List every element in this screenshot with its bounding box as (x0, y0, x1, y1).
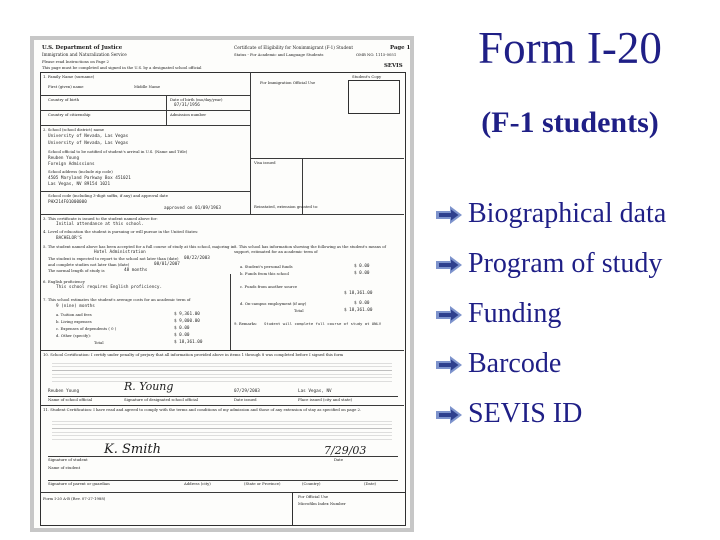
form-complete-date: 08/01/2007 (154, 262, 180, 267)
form-footer-ref-2: Microfilm Index Number (298, 501, 346, 506)
form-fund-total-value: $ 18,361.00 (344, 308, 373, 313)
form-fund-a: a. Student's personal funds (240, 264, 293, 269)
form-fund-c: c. Funds from another source (240, 284, 298, 289)
form-months: 48 months (124, 268, 148, 273)
form-field-1: 1. Family Name (surname) (43, 74, 95, 79)
form-admission: Admission number (170, 112, 207, 117)
form-rule (40, 125, 250, 126)
form-rule (40, 110, 250, 111)
form-middle-name: Middle Name (134, 84, 161, 89)
form-fund-d: d. On-campus employment (if any) (240, 301, 307, 306)
form-item-10-date-label: Date issued (234, 397, 257, 402)
form-item-5: 5. The student named above has been accepted for a full course of study at this school, majoring in (43, 244, 235, 249)
form-country-birth: Country of birth (48, 97, 80, 102)
slide-subtitle: (F-1 students) (481, 106, 659, 139)
form-parent-label: Signature of parent or guardian (48, 481, 110, 486)
form-item-7-months: 9 (nine) months (56, 304, 95, 309)
form-fund-d-value: $ 0.00 (354, 301, 370, 306)
form-school-code: PHX214F01000000 (48, 200, 87, 205)
bullet-text: SEVIS ID (468, 398, 583, 429)
form-item-5-length: The normal length of study is (48, 268, 105, 273)
form-dso-label: School official to be notified of student's arrival in U.S. (Name and Title) (48, 149, 188, 154)
form-cost-d-value: $ 0.00 (174, 333, 190, 338)
bullet-text: Biographical data (468, 198, 667, 229)
form-item-6: 6. English proficiency (43, 279, 85, 284)
form-sevis-label: SEVIS (384, 63, 403, 69)
bullet-item (436, 396, 720, 436)
form-rule (250, 158, 404, 159)
form-footer: Form I-20 A-B (Rev. 07-27-1988) (43, 496, 106, 501)
form-address-label: School address (include zip code) (48, 169, 113, 174)
form-item-11: 11. Student Certification: I have read and agreed to comply with the terms and conditions of my admission and those of any extension of stay as specified on page 2. (43, 407, 362, 412)
form-item-4: 4. Level of education the student is pursuing or will pursue in the United States: (43, 229, 199, 234)
form-item-9-value: Student will complete full course of study at UNLV (264, 321, 382, 326)
form-cost-c-value: $ 0.00 (174, 326, 190, 331)
form-immigration-use: For Immigration Official Use (260, 80, 316, 85)
form-cost-a: a. Tuition and fees (56, 312, 92, 317)
form-item-10-name: Reuben Young (48, 389, 80, 394)
form-omb: OMB NO. 1115-0051 (356, 52, 397, 57)
bullet-item (436, 246, 720, 286)
form-dept: U.S. Department of Justice (42, 45, 123, 51)
arrow-bullet-icon (436, 406, 462, 424)
form-cost-total-value: $ 18,361.00 (174, 340, 203, 345)
form-item-6-value: This school requires English proficiency. (56, 285, 163, 290)
form-first-name: First (given) name (48, 84, 84, 89)
form-footer-ref: For Official Use (298, 494, 329, 499)
form-report-date: 08/22/2003 (184, 256, 210, 261)
arrow-bullet-icon (436, 356, 462, 374)
form-fund-b-value: $ 0.00 (354, 271, 370, 276)
form-cost-d: d. Other (specify): (56, 333, 91, 338)
form-dso-title: Foreign Admissions (48, 162, 95, 167)
form-agency: Immigration and Naturalization Service (42, 52, 127, 57)
bullet-text: Program of study (468, 248, 663, 279)
form-cost-a-value: $ 9,361.00 (174, 312, 200, 317)
form-item-5-major: Hotel Administration (94, 250, 146, 255)
bullet-item (436, 346, 720, 386)
form-cost-b-value: $ 9,000.00 (174, 319, 200, 324)
form-fine-print (52, 360, 392, 382)
form-item-10-date: 07/29/2003 (234, 389, 260, 394)
form-item-11-date-label: Date (334, 457, 344, 462)
form-item-11-name-label: Name of student (48, 465, 81, 470)
bullet-text: Barcode (468, 348, 562, 379)
form-dob: 07/31/1956 (174, 103, 200, 108)
arrow-bullet-icon (436, 306, 462, 324)
form-item-4-value: BACHELOR'S (56, 236, 82, 241)
form-student-copy: Student's Copy (352, 74, 382, 79)
form-rule (230, 274, 231, 350)
form-reinstated: Reinstated, extension granted to: (254, 204, 319, 209)
form-item-3-value: Initial attendance at this school. (56, 222, 144, 227)
form-rule (40, 95, 250, 96)
form-parent-date: (Date) (364, 481, 377, 486)
form-status-line: Status - For Academic and Language Students (234, 52, 324, 57)
form-item-5-report: The student is expected to report to the school not later than (date) (48, 256, 179, 261)
form-item-5-complete: and complete studies not later than (date) (48, 262, 130, 267)
form-citizenship: Country of citizenship (48, 112, 91, 117)
form-column-divider (250, 72, 251, 214)
form-item-10-name-label: Name of school official (48, 397, 93, 402)
form-cost-total: Total (94, 340, 104, 345)
form-rule (40, 405, 404, 406)
form-item-10-sig-label: Signature of designated school official (124, 397, 199, 402)
form-official-box (292, 492, 406, 526)
form-address-1: 4505 Maryland Parkway Box 451021 (48, 176, 131, 181)
form-cost-b: b. Living expenses (56, 319, 92, 324)
arrow-bullet-icon (436, 206, 462, 224)
bullet-text: Funding (468, 298, 562, 329)
form-fund-b: b. Funds from this school (240, 271, 289, 276)
form-fund-total: Total (294, 308, 304, 313)
form-dob-label: Date of birth (mo/day/year) (170, 97, 223, 102)
form-page-number: Page 1 (390, 45, 410, 51)
form-dso-signature: R. Young (124, 380, 174, 393)
form-rule (40, 350, 404, 351)
bullet-item (436, 196, 720, 236)
form-parent-state: (State or Province) (244, 481, 281, 486)
form-item-11-sig-label: Signature of student (48, 457, 88, 462)
form-parent-country: (Country) (302, 481, 321, 486)
form-item-9: 9. Remarks: (234, 321, 258, 326)
form-instructions: Please read Instructions on Page 2 (42, 59, 109, 64)
form-barcode-box (348, 80, 400, 114)
form-item-8: 8. This school has information showing the following as the student's means of support, estimated for an academic term of (234, 244, 386, 254)
form-cost-c: c. Expenses of dependents ( 0 ) (56, 326, 117, 331)
bullet-item (436, 296, 720, 336)
form-student-sig-date: 7/29/03 (324, 444, 367, 457)
form-i20-scan (34, 40, 410, 528)
form-school-label: 2. School (school district) name (43, 127, 105, 132)
form-rule (40, 191, 250, 192)
form-school-1: University of Nevada, Las Vegas (48, 134, 129, 139)
form-fine-print-2 (52, 418, 392, 442)
slide-title: Form I-20 (478, 23, 662, 73)
form-dso-name: Reuben Young (48, 156, 80, 161)
form-item-10-place: Las Vegas, NV (298, 389, 332, 394)
form-item-10-place-label: Place issued (city and state) (298, 397, 353, 402)
arrow-bullet-icon (436, 256, 462, 274)
form-item-3: 3. This certificate is issued to the student named above for: (43, 216, 158, 221)
form-address-2: Las Vegas, NV 89154 1021 (48, 182, 111, 187)
form-fund-c-value: $ 18,361.00 (344, 291, 373, 296)
form-school-code-label: School code (including 3-digit suffix, if any) and approval date (48, 193, 168, 198)
form-cert-title: Certificate of Eligibility for Nonimmigrant (F-1) Student (234, 45, 354, 50)
form-fund-a-value: $ 0.00 (354, 264, 370, 269)
form-item-10: 10. School Certification: I certify under penalty of perjury that all information provided above in items 1 through 8 was completed before I signed this form (43, 352, 344, 357)
form-parent-address: Address (city) (184, 481, 211, 486)
form-student-signature: K. Smith (104, 442, 161, 457)
form-item-7: 7. This school estimates the student's average costs for an academic term of (43, 297, 191, 302)
form-approved: approved on 01/09/1963 (164, 206, 221, 211)
form-rule (40, 214, 404, 215)
form-instructions-2: This page must be completed and signed in the U.S. by a designated school official (42, 65, 202, 70)
form-rule (48, 456, 398, 457)
form-school-2: University of Nevada, Las Vegas (48, 141, 129, 146)
form-visa-issued: Visa issued (254, 160, 276, 165)
